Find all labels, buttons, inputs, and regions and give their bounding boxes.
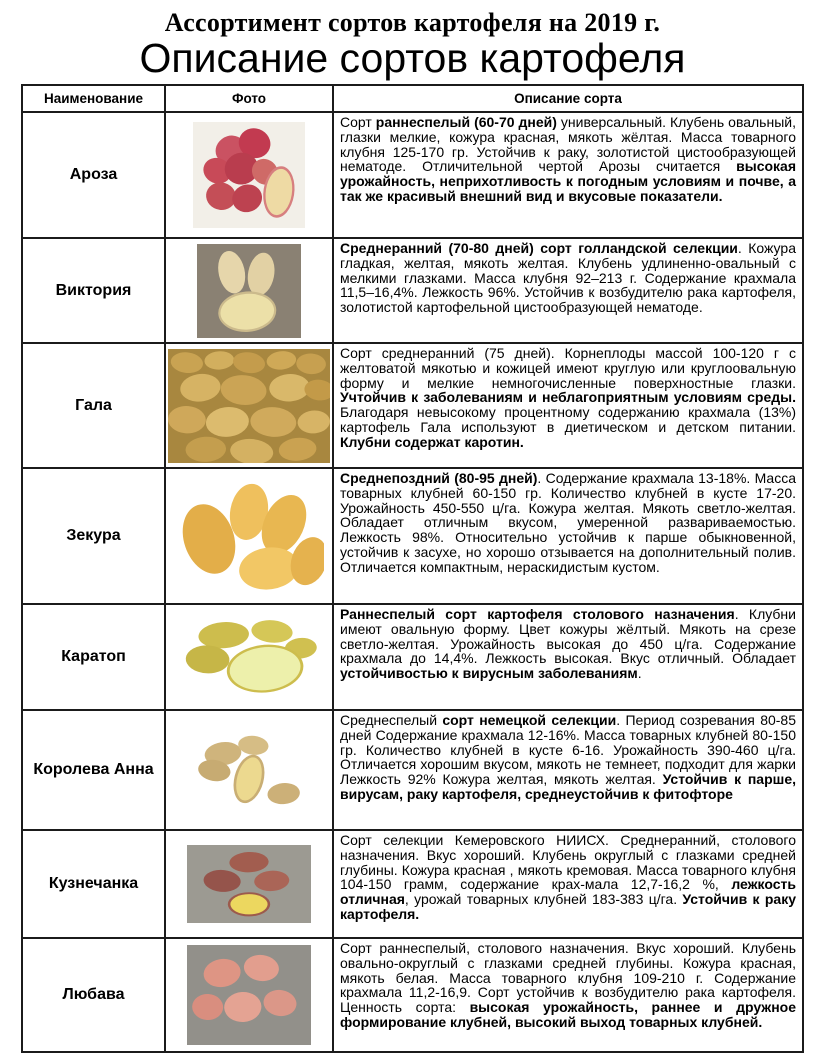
variety-photo-cell [165,830,333,938]
potato-photo [184,718,314,823]
variety-description [333,343,803,468]
variety-photo-cell [165,238,333,343]
document-title: Ассортимент сортов картофеля на 2019 г. [164,8,661,37]
description-segment: Устойчив к парше, вирусам, раку картофеля, среднеустойчив к фитофторе [340,771,796,803]
description-segment: . Кожура гладкая, желтая, мякоть желтая. Клубень удлиненно-овальный с мелкими глазками. Масса клубня 92–213 г. Содержание крахмала 11,5–16,4%. Лежкость 96%. Устойчив к возбудителю рака картофеля, золотистой картофельной цистообразующей нематоде. [340,240,796,316]
description-segment: . Содержание крахмала 13-18%. Масса товарных клубней 60-150 гр. Количество клубней в кусте 17-20. Урожайность 450-550 ц/га. Кожура желтая. Мякоть светло-желтая. Обладает отличным вкусом, умеренной развариваемостью. Лежкость 98%. Относительно устойчив к парше обыкновенной, устойчив к засухе, но хорошо отзывается на дополнительный полив. Отличается компактным, нераскидистым кустом. [340,470,796,575]
description-segment: , урожай товарных клубней 183-383 ц/га. [404,891,683,908]
table-row [22,830,803,938]
variety-description [333,710,803,830]
description-segment: Учтойчив к заболеваниям и неблагоприятным условиям среды. [340,389,796,406]
variety-description [333,238,803,343]
column-header-description: Описание сорта [333,85,803,112]
description-segment: Клубни содержат каротин. [340,433,524,450]
variety-name: Любава [22,938,165,1052]
varieties-table [21,84,804,1053]
description-segment: Устойчив к раку картофеля. [340,891,796,923]
variety-description [333,112,803,238]
variety-name: Каратоп [22,604,165,710]
table-row [22,343,803,468]
potato-photo [174,475,324,598]
document-page [0,8,825,1053]
potato-photo [193,122,305,228]
description-segment: Благодаря невысокому процентному содержанию крахмала (13%) картофель Гала используют в диетическом и детском питании. [340,404,796,436]
variety-name: Ароза [22,112,165,238]
variety-name: Королева Анна [22,710,165,830]
potato-photo [197,244,301,338]
table-header-row [22,85,803,112]
document-subtitle: Описание сортов картофеля [139,35,686,81]
variety-name: Гала [22,343,165,468]
description-segment: Среднепоздний (80-95 дней) [340,470,538,486]
description-segment: устойчивостью к вирусным заболеваниям [340,665,638,682]
variety-description [333,938,803,1052]
description-segment: универсальный. Клубень овальный, глазки мелкие, кожура красная, мякоть жёлтая. Масса товарного клубня 125-170 гр. Устойчив к раку, золотистой цистообразующей нематоде. Отличительной чертой Арозы считается [340,114,796,175]
description-segment: высокая урожайность, раннее и дружное формирование клубней, высокий выход товарных клубней. [340,999,796,1031]
description-segment: . [637,665,642,682]
description-segment: сорт немецкой селекции [442,712,617,728]
variety-photo-cell [165,468,333,604]
variety-name: Виктория [22,238,165,343]
table-row [22,710,803,830]
column-header-photo: Фото [165,85,333,112]
potato-photo [168,349,330,463]
table-row [22,604,803,710]
variety-photo-cell [165,710,333,830]
potato-photo [187,845,311,923]
variety-description [333,830,803,938]
description-segment: Сорт селекции Кемеровского НИИСХ. Среднеранний, столового назначения. Вкус хороший. Клубень округлый с глазками средней глубины. Кожура красная , мякоть кремовая. Масса товарного клубня 104-150 грамм, содержание крах-мала 12,7-16,2 %, [340,832,796,893]
description-segment: лежкость отличная [340,876,796,908]
description-segment: . Период созревания 80-85 дней Содержание крахмала 12-16%. Масса товарных клубней 80-150 гр. Количество клубней в кусте 6-16. Урожайность 390-460 ц/га. Отличается хорошим вкусом, мякоть не темнеет, подходит для жарки Лежкость 92% Кожура желтая, мякоть желтая. [340,712,796,788]
table-row [22,468,803,604]
variety-description [333,468,803,604]
potato-photo [180,611,318,704]
variety-photo-cell [165,112,333,238]
table-row [22,238,803,343]
varieties-body [22,112,803,1052]
description-segment: высокая урожайность, неприхотливость к погодным условиям и почве, а так же красивый внешний вид и вкусовые показатели. [340,158,796,205]
table-row [22,112,803,238]
variety-photo-cell [165,343,333,468]
variety-photo-cell [165,938,333,1052]
variety-description [333,604,803,710]
variety-name: Зекура [22,468,165,604]
description-segment: . Клубни имеют овальную форму. Цвет кожуры жёлтый. Мякоть на срезе светло-желтая. Урожайность высокая до 450 ц/га. Содержание крахмала до 14,4%. Лежкость высокая. Вкус отличный. Обладает [340,606,796,667]
variety-name: Кузнечанка [22,830,165,938]
table-row [22,938,803,1052]
variety-photo-cell [165,604,333,710]
column-header-name: Наименование [22,85,165,112]
potato-photo [187,945,311,1045]
description-segment: Среднеранний (70-80 дней) сорт голландской селекции [340,240,738,256]
description-segment: раннеспелый (60-70 дней) [375,114,557,130]
description-segment: Сорт раннеспелый, столового назначения. Вкус хороший. Клубень овально-округлый с глазками средней глубины. Кожура красная, мякоть белая. Масса товарного клубня 109-210 г. Содержание крахмала 11,2-16,9. Сорт устойчив к возбудителю рака картофеля. Ценность сорта: [340,940,796,1016]
description-segment: Сорт [340,114,376,130]
description-segment: Раннеспелый сорт картофеля столового назначения [340,606,735,622]
description-segment: Среднеспелый [340,712,443,728]
description-segment: Сорт среднеранний (75 дней). Корнеплоды массой 100-120 г с желтоватой мякотью и кожицей имеют круглую или круглоовальную форму и мелкие немногочисленные поверхностные глазки. [340,345,796,391]
